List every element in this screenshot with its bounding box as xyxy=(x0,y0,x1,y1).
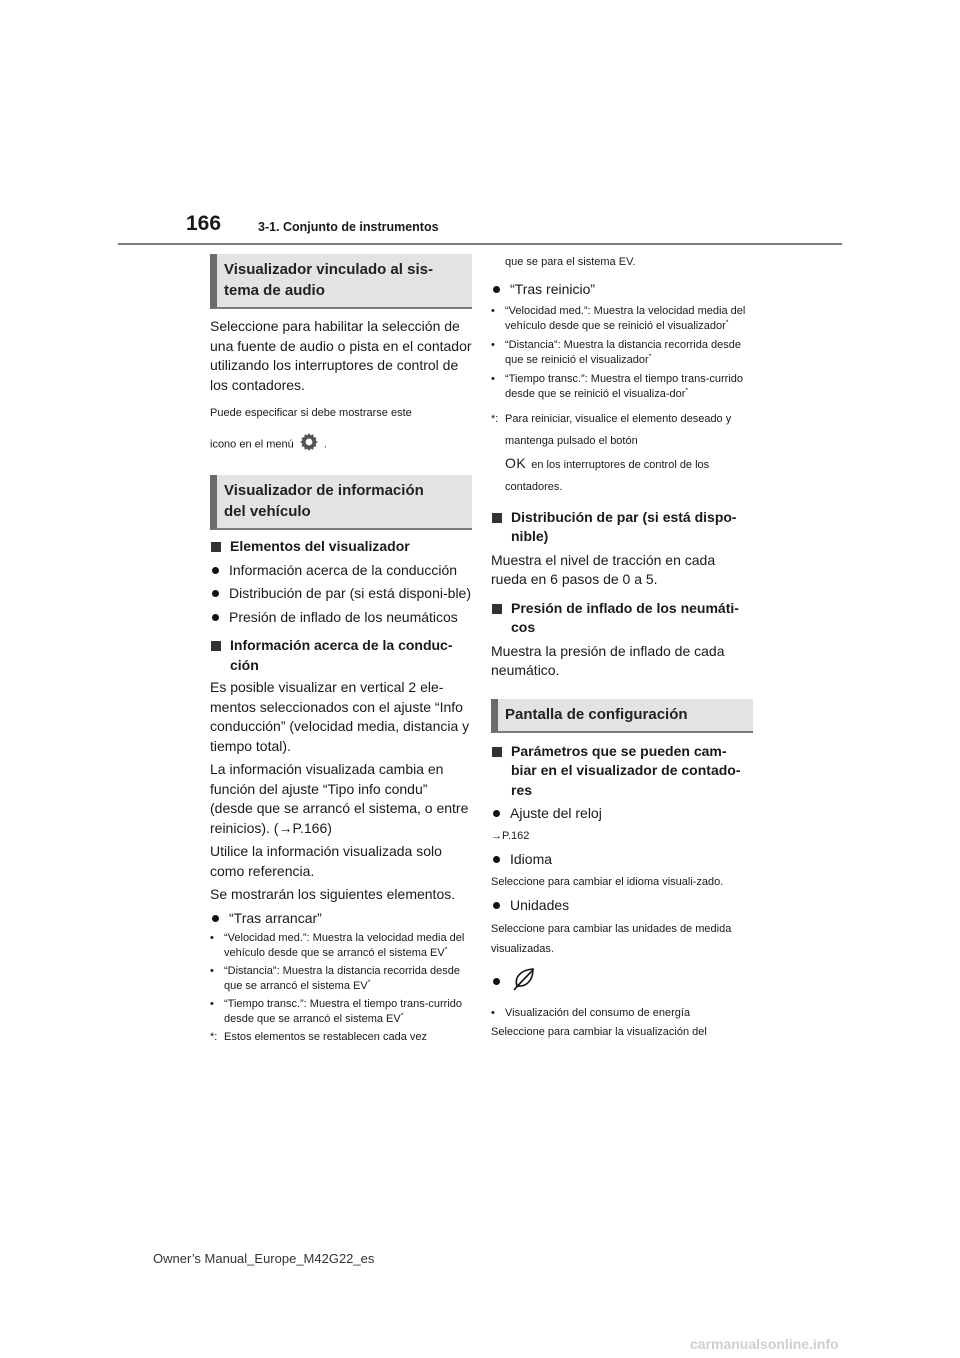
units-body: Seleccione para cambiar las unidades de medida visualizadas. xyxy=(491,922,732,955)
tire-pressure-heading: Presión de inflado de los neumáti- cos xyxy=(491,599,753,638)
ok-button-icon: OK xyxy=(505,454,527,471)
round-bullet-icon xyxy=(212,915,219,922)
after-reset-heading: “Tras reinicio” xyxy=(491,280,753,300)
list-item: • Visualización del consumo de energía xyxy=(491,1007,691,1019)
footnote-1: *: Estos elementos se restablecen cada vez xyxy=(210,1031,428,1043)
audio-link-body: Seleccione para habilitar la selección de una fuente de audio o pista en el contador utilizando los interruptores de control de los contadores. xyxy=(210,318,472,393)
list-item: • “Distancia”: Muestra la distancia recorrida desde que se arrancó el sistema EV* xyxy=(210,965,460,992)
language-heading: Idioma xyxy=(491,850,753,870)
round-bullet-icon xyxy=(493,902,500,909)
footnote-1-continued: que se para el sistema EV. xyxy=(505,256,636,268)
watermark: carmanualsonline.info xyxy=(690,1336,839,1352)
header-rule xyxy=(118,243,842,245)
audio-link-note-1: Puede especificar si debe mostrarse este xyxy=(210,407,412,419)
torque-heading: Distribución de par (si está dispo- nible) xyxy=(491,508,753,547)
round-bullet-icon xyxy=(212,614,219,621)
list-item: • “Velocidad med.”: Muestra la velocidad media del vehículo desde que se reinició el visualizador* xyxy=(491,304,746,332)
tire-pressure-body: Muestra la presión de inflado de cada neumático. xyxy=(491,642,725,678)
square-bullet-icon xyxy=(492,513,502,523)
list-item: • “Velocidad med.”: Muestra la velocidad media del vehículo desde que se arrancó el sistema EV* xyxy=(210,932,465,959)
elements-heading: Elementos del visualizador xyxy=(210,537,472,557)
driving-info-p3: Utilice la información visualizada solo como referencia. xyxy=(210,843,442,879)
gear-icon xyxy=(297,430,321,459)
section-heading-settings: Pantalla de configuración xyxy=(491,699,753,733)
round-bullet-icon xyxy=(493,978,500,985)
driving-info-p1: Es posible visualizar en vertical 2 ele-mentos seleccionados con el ajuste “Info conducción” (velocidad media, distancia y tiempo total). xyxy=(210,679,470,754)
footnote-2: *: Para reiniciar, visualice el elemento deseado y mantenga pulsado el botón OK en los interruptores de control de los contadores. xyxy=(491,412,732,493)
driving-info-p2: La información visualizada cambia en función del ajuste “Tipo info condu” (desde que se arrancó el sistema, o entre reinicios). (→P.166) xyxy=(210,761,469,836)
eco-body: Seleccione para cambiar la visualización del xyxy=(491,1026,707,1038)
square-bullet-icon xyxy=(211,641,221,651)
units-heading: Unidades xyxy=(491,896,753,916)
clock-ref: →P.162 xyxy=(491,829,530,842)
params-heading: Parámetros que se pueden cam- biar en el visualizador de contado- res xyxy=(491,742,753,801)
leaf-icon xyxy=(510,965,538,999)
section-heading-audio-link: Visualizador vinculado al sis- tema de audio xyxy=(210,254,472,309)
chapter-title: 3-1. Conjunto de instrumentos xyxy=(258,220,439,234)
round-bullet-icon xyxy=(493,286,500,293)
eco-heading xyxy=(491,965,753,999)
after-start-heading: “Tras arrancar” xyxy=(210,909,472,929)
left-column xyxy=(210,254,472,1045)
clock-heading: Ajuste del reloj xyxy=(491,804,753,824)
round-bullet-icon xyxy=(493,810,500,817)
round-bullet-icon xyxy=(212,590,219,597)
round-bullet-icon xyxy=(212,567,219,574)
list-item: • “Distancia”: Muestra la distancia recorrida desde que se reinició el visualizador* xyxy=(491,338,741,366)
square-bullet-icon xyxy=(211,542,221,552)
page-number: 166 xyxy=(186,212,222,235)
footer-text: Owner’s Manual_Europe_M42G22_es xyxy=(153,1251,375,1266)
list-item: Distribución de par (si está disponi-ble) xyxy=(210,584,472,604)
list-item: • “Tiempo transc.”: Muestra el tiempo trans-currido desde que se arrancó el sistema EV* xyxy=(210,998,462,1025)
square-bullet-icon xyxy=(492,747,502,757)
torque-body: Muestra el nivel de tracción en cada rueda en 6 pasos de 0 a 5. xyxy=(491,551,716,587)
list-item: • “Tiempo transc.”: Muestra el tiempo trans-currido desde que se reinició el visualiza-dor* xyxy=(491,372,743,400)
round-bullet-icon xyxy=(493,856,500,863)
driving-info-p4: Se mostrarán los siguientes elementos. xyxy=(210,886,456,902)
list-item: Presión de inflado de los neumáticos xyxy=(210,608,472,628)
right-column xyxy=(491,254,753,1040)
section-heading-vehicle-info: Visualizador de información del vehículo xyxy=(210,475,472,530)
driving-info-heading: Información acerca de la conduc- ción xyxy=(210,636,472,675)
language-body: Seleccione para cambiar el idioma visuali-zado. xyxy=(491,876,724,888)
square-bullet-icon xyxy=(492,604,502,614)
list-item: Información acerca de la conducción xyxy=(210,561,472,581)
audio-link-note-2: icono en el menú . xyxy=(210,430,472,459)
